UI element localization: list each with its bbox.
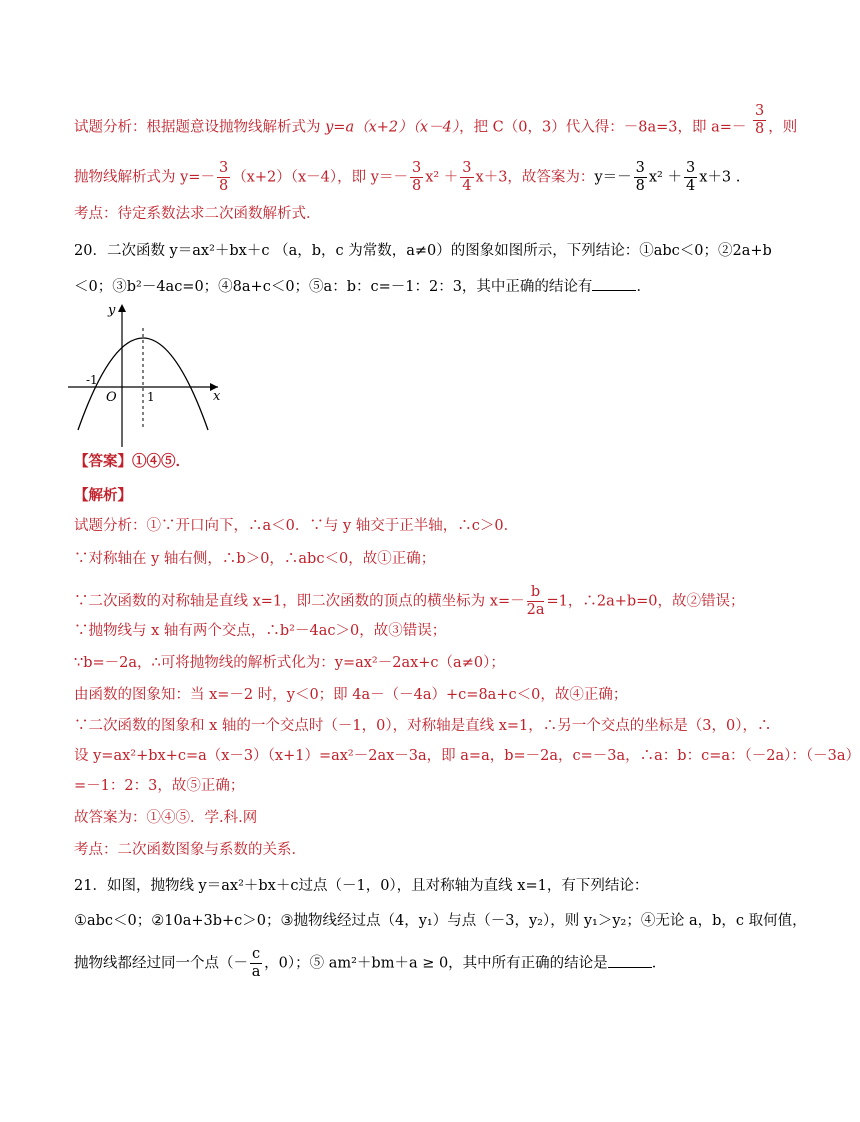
analysis20-line: ∵抛物线与 x 轴有两个交点，∴b²－4ac＞0，故③错误；: [74, 623, 447, 639]
answer20: 【答案】①④⑤．: [74, 453, 190, 470]
y-axis-arrow: [118, 304, 126, 312]
q20-line1: 20．二次函数 y＝ax²＋bx＋c （a，b，c 为常数，a≠0）的图象如图所示，下列结论：①abc＜0；②2a+b: [74, 243, 772, 259]
text: y＝－: [594, 169, 632, 186]
text: ＜0；③b²－4ac=0；④8a+c＜0；⑤a：b：c=－1：2：3，其中正确的结论有: [74, 279, 593, 295]
neg-one-label: -1: [86, 373, 98, 387]
fraction: $\frac{3}{8}$: [754, 103, 765, 137]
analysis19-line1: [74, 103, 798, 138]
keypoint19: 考点：待定系数法求二次函数解析式．: [74, 206, 321, 222]
analysis20-line: 由函数的图象知：当 x=－2 时，y＜0；即 4a－（－4a）+c=8a+c＜0，故④正确；: [74, 687, 628, 703]
text: （x+2）（x－4），即 y＝－: [232, 169, 408, 186]
answer-blank: [592, 276, 636, 291]
analysis20-line: ∵对称轴在 y 轴右侧，∴b＞0，∴abc＜0，故①正确；: [74, 551, 436, 567]
fraction: $\frac{3}{8}$: [218, 160, 229, 194]
fraction: $\frac{3}{8}$: [635, 160, 645, 194]
text: x＋3，故答案为：: [475, 169, 595, 186]
jiexi-label: 【解析】: [74, 487, 132, 504]
analysis20-line: [74, 584, 745, 619]
analysis20-line: ∵二次函数的图象和 x 轴的一个交点时（－1，0），对称轴是直线 x=1，∴另一个交点的坐标是（3，0），∴: [74, 718, 772, 734]
text: ∵二次函数的对称轴是直线 x=1，即二次函数的顶点的横坐标为 x=－: [74, 593, 525, 610]
y-label: y: [108, 303, 116, 318]
text: 试题分析：根据题意设抛物线解析式为: [74, 119, 326, 136]
q21-line2: ①abc＜0；②10a+3b+c＞0；③抛物线经过点（4，y₁）与点（－3，y₂），则 y₁＞y₂；④无论 a，b，c 取何值，: [74, 913, 807, 929]
fraction: $\frac{c}{a}$: [251, 946, 261, 980]
text: ，则: [768, 119, 798, 136]
text: 抛物线解析式为 y=－: [74, 169, 215, 186]
analysis20-line: 故答案为：①④⑤．学.科.网: [74, 810, 258, 826]
analysis20-line: 设 y=ax²+bx+c=a（x－3）（x+1）=ax²－2ax－3a，即 a=a，b=－2a，c=－3a，∴a：b：c=a：（－2a）：（－3a）: [74, 748, 860, 764]
fraction: $\frac{3}{4}$: [462, 160, 472, 194]
q21-line1: 21．如图，抛物线 y＝ax²＋bx＋c过点（－1，0），且对称轴为直线 x=1，有下列结论：: [74, 878, 649, 894]
text: y=a（x+2）（x－4）: [325, 119, 460, 136]
parabola-graph: [68, 300, 228, 450]
answer-blank: [608, 953, 652, 968]
text: 抛物线都经过同一个点（－: [74, 955, 248, 972]
analysis20-line: 试题分析：①∵开口向下，∴a＜0．∵与 y 轴交于正半轴，∴c＞0．: [74, 518, 519, 534]
text: x＋3 .: [699, 169, 741, 186]
text: ，0）；⑤ am²＋bm＋a ≥ 0，其中所有正确的结论是: [264, 955, 608, 972]
keypoint20: 考点：二次函数图象与系数的关系．: [74, 842, 306, 858]
text: ．: [636, 279, 651, 295]
one-label: 1: [147, 390, 155, 404]
origin-label: O: [106, 390, 117, 405]
text: x² ＋: [648, 169, 682, 186]
analysis20-line: =－1：2：3，故⑤正确；: [74, 778, 245, 794]
text: ．: [651, 955, 667, 972]
x-label: x: [213, 389, 221, 404]
text: ，把 C（0，3）代入得：－8a=3，即 a=－: [459, 119, 747, 136]
text: =1，∴2a+b=0，故②错误；: [546, 593, 745, 610]
text: x² ＋: [425, 169, 459, 186]
fraction: $\frac{3}{8}$: [411, 160, 422, 194]
fraction: $\frac{b}{2a}$: [526, 584, 545, 618]
analysis19-line2: [74, 160, 740, 195]
q20-line2: [74, 276, 651, 297]
fraction: $\frac{3}{4}$: [685, 160, 696, 194]
q21-line3: [74, 946, 666, 981]
analysis20-line: ∵b=－2a，∴可将抛物线的解析式化为：y=ax²－2ax+c（a≠0）；: [74, 655, 505, 671]
